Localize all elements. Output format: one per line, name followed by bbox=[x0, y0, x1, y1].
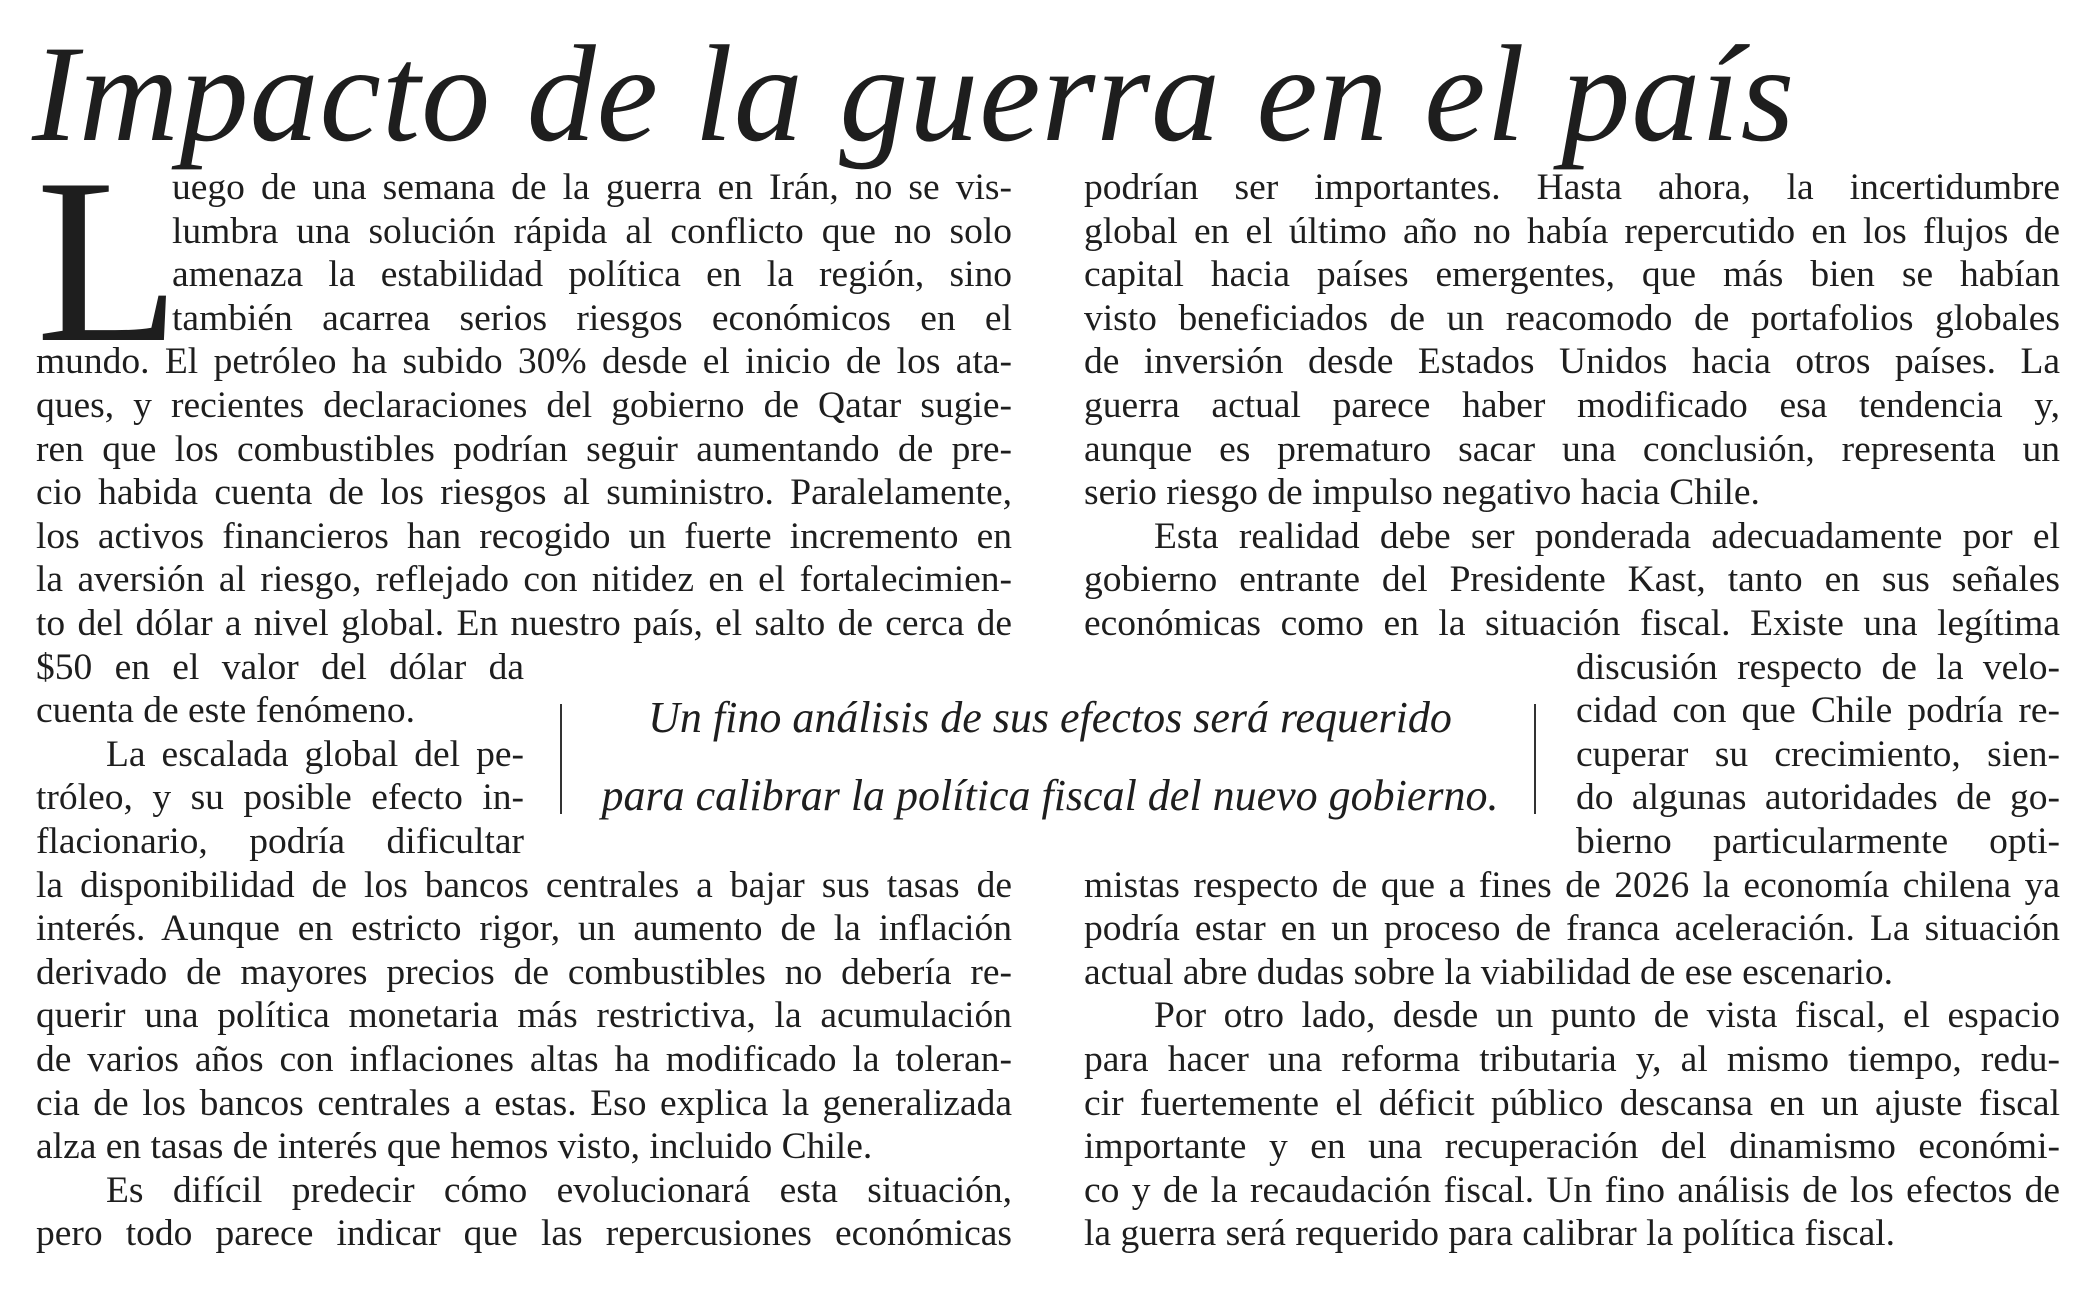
col1-line: los activos financieros han recogido un fuerte incremento en bbox=[36, 515, 1012, 557]
col2-line: do algunas autoridades de go- bbox=[1576, 777, 2060, 819]
col2-line: podrían ser importantes. Hasta ahora, la incertidumbre bbox=[1084, 167, 2060, 208]
col1-line: de varios años con inflaciones altas ha modificado la toleran- bbox=[36, 1039, 1012, 1080]
col1-line: también acarrea serios riesgos económicos en el bbox=[172, 297, 1012, 339]
col1-line: cia de los bancos centrales a estas. Eso explica la generalizada bbox=[36, 1082, 1012, 1124]
col1-line: La escalada global del pe- bbox=[106, 733, 524, 775]
col2-line: gobierno entrante del Presidente Kast, tanto en sus señales bbox=[1084, 559, 2060, 601]
col2-line: cir fuertemente el déficit público descansa en un ajuste fiscal bbox=[1084, 1082, 2060, 1124]
col2-line: la guerra será requerido para calibrar la política fiscal. bbox=[1084, 1213, 1896, 1255]
col2-line: visto beneficiados de un reacomodo de portafolios globales bbox=[1084, 297, 2060, 339]
col1-line: uego de una semana de la guerra en Irán, no se vis- bbox=[172, 167, 1012, 208]
col2-line: discusión respecto de la velo- bbox=[1576, 646, 2060, 688]
col2-line: bierno particularmente opti- bbox=[1576, 821, 2060, 862]
col1-line: flacionario, podría dificultar bbox=[36, 821, 524, 862]
col1-line: cio habida cuenta de los riesgos al suministro. Paralelamente, bbox=[36, 472, 1012, 514]
col2-line: aunque es prematuro sacar una conclusión, representa un bbox=[1084, 428, 2060, 470]
col2-line: de inversión desde Estados Unidos hacia otros países. La bbox=[1084, 341, 2060, 383]
pull-quote-line-1: Un fino análisis de sus efectos será requerido bbox=[648, 693, 1452, 742]
col2-line: podría estar en un proceso de franca aceleración. La situación bbox=[1084, 908, 2060, 950]
col2-line: importante y en una recuperación del dinamismo económi- bbox=[1084, 1126, 2060, 1168]
col2-line: cuperar su crecimiento, sien- bbox=[1576, 733, 2060, 775]
col2-line: global en el último año no había repercutido en los flujos de bbox=[1084, 210, 2060, 252]
col2-line: Esta realidad debe ser ponderada adecuadamente por el bbox=[1154, 515, 2060, 557]
col1-line: Es difícil predecir cómo evolucionará esta situación, bbox=[106, 1169, 1012, 1211]
col1-line: la aversión al riesgo, reflejado con nitidez en el fortalecimien- bbox=[36, 559, 1012, 601]
col1-line: to del dólar a nivel global. En nuestro país, el salto de cerca de bbox=[36, 603, 1012, 644]
drop-cap: L bbox=[36, 131, 181, 392]
col2-line: actual abre dudas sobre la viabilidad de ese escenario. bbox=[1084, 951, 1894, 993]
col2-line: cidad con que Chile podría re- bbox=[1576, 690, 2060, 732]
col1-line: interés. Aunque en estricto rigor, un aumento de la inflación bbox=[36, 908, 1012, 950]
col1-line: $50 en el valor del dólar da bbox=[36, 646, 524, 688]
col2-line: para hacer una reforma tributaria y, al mismo tiempo, redu- bbox=[1084, 1039, 2060, 1080]
col1-line: ren que los combustibles podrían seguir aumentando de pre- bbox=[36, 428, 1012, 470]
col1-line: querir una política monetaria más restrictiva, la acumulación bbox=[36, 995, 1012, 1037]
col1-line: derivado de mayores precios de combustibles no debería re- bbox=[36, 951, 1012, 993]
col1-line: la disponibilidad de los bancos centrales a bajar sus tasas de bbox=[36, 864, 1012, 906]
col2-line: capital hacia países emergentes, que más bien se habían bbox=[1084, 254, 2060, 296]
col1-line: lumbra una solución rápida al conflicto que no solo bbox=[172, 210, 1012, 252]
col1-line: alza en tasas de interés que hemos visto, incluido Chile. bbox=[36, 1126, 873, 1168]
col1-line: ques, y recientes declaraciones del gobierno de Qatar sugie- bbox=[36, 385, 1012, 426]
col2-line: económicas como en la situación fiscal. Existe una legítima bbox=[1084, 603, 2060, 644]
pull-quote-line-2: para calibrar la política fiscal del nuevo gobierno. bbox=[601, 771, 1499, 820]
col2-line: serio riesgo de impulso negativo hacia Chile. bbox=[1084, 472, 1760, 514]
col2-line: Por otro lado, desde un punto de vista fiscal, el espacio bbox=[1154, 995, 2060, 1037]
col1-line: pero todo parece indicar que las repercusiones económicas bbox=[36, 1213, 1012, 1255]
col1-line: amenaza la estabilidad política en la región, sino bbox=[172, 254, 1012, 296]
article-title: Impacto de la guerra en el país bbox=[32, 17, 1796, 170]
pull-quote-rule-left bbox=[560, 704, 562, 814]
col1-line: cuenta de este fenómeno. bbox=[36, 690, 415, 732]
col2-line: mistas respecto de que a fines de 2026 la economía chilena ya bbox=[1084, 864, 2060, 906]
col2-line: guerra actual parece haber modificado esa tendencia y, bbox=[1084, 385, 2060, 426]
col1-line: mundo. El petróleo ha subido 30% desde el inicio de los ata- bbox=[36, 341, 1012, 383]
pull-quote-rule-right bbox=[1534, 704, 1536, 814]
col2-line: co y de la recaudación fiscal. Un fino análisis de los efectos de bbox=[1084, 1169, 2060, 1211]
col1-line: tróleo, y su posible efecto in- bbox=[36, 777, 524, 819]
